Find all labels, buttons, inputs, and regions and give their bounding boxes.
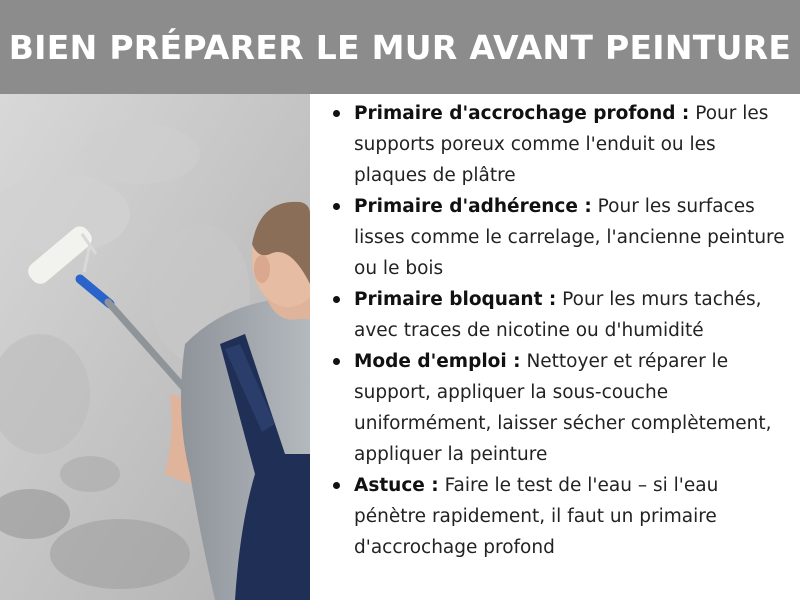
painter-photo (0, 94, 310, 600)
list-item (326, 98, 788, 191)
page-title: BIEN PRÉPARER LE MUR AVANT PEINTURE (8, 27, 792, 67)
header-banner (0, 0, 800, 94)
list-item (326, 346, 788, 470)
item-text: Pour les surfaces lisses comme le carrelage, l'ancienne peinture ou le bois (354, 196, 785, 279)
primer-guide-list (326, 98, 788, 563)
list-item (326, 191, 788, 284)
item-text: Faire le test de l'eau – si l'eau pénètre rapidement, il faut un primaire d'accrochage profond (354, 475, 719, 558)
item-text: Nettoyer et réparer le support, appliquer la sous-couche uniformément, laisser sécher complètement, appliquer la peinture (354, 351, 772, 465)
painter-with-roller-icon (0, 94, 310, 600)
item-term: Astuce : (354, 475, 439, 496)
item-term: Mode d'emploi : (354, 351, 521, 372)
list-item (326, 284, 788, 346)
item-term: Primaire d'accrochage profond : (354, 103, 690, 124)
item-text: Pour les supports poreux comme l'enduit ou les plaques de plâtre (354, 103, 769, 186)
item-text: Pour les murs tachés, avec traces de nicotine ou d'humidité (354, 289, 762, 341)
list-item (326, 470, 788, 563)
item-term: Primaire bloquant : (354, 289, 557, 310)
item-term: Primaire d'adhérence : (354, 196, 592, 217)
